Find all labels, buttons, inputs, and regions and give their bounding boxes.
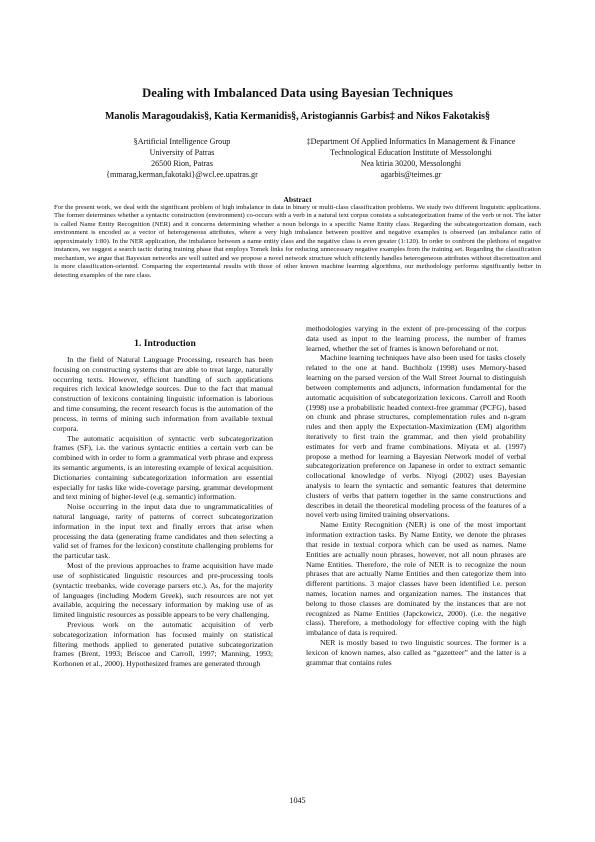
abstract-heading: Abstract (283, 195, 312, 204)
affiliation-email: agarbis@teimes.gr (380, 170, 442, 179)
affiliation-line: 26500 Rion, Patras (151, 159, 213, 168)
author-list: Manolis Maragoudakis§, Katia Kermanidis§, Aristogiannis Garbis‡ and Nikos Fakotakis§ (104, 111, 491, 122)
paragraph: Most of the previous approaches to frame acquisition have made use of sophisticated linguistic resources and pre-processing tools (syntactic treebanks, wide coverage parsers etc.). As, for the majority of languages (including Modern Greek), such resources are not yet available, acquiring the necessary information by making use of as limited linguistic resources as possible appears to be very challenging. (53, 561, 273, 620)
affiliation-line: Technological Education Institute of Messolonghi (330, 148, 492, 157)
right-column (306, 324, 526, 667)
abstract-body: For the present work, we deal with the significant problem of high imbalance in data in binary or multi-class classification problems. We study two different linguistic applications. The former determines whether a syntactic construction (environment) co-occurs with a verb in a natural text corpus consists a subcategorization frame of the verb or not. The latter is called Name Entity Recognition (NER) and it concerns determining whether a noun belongs to a specific Name Entity class. Regarding the subcategorization domain, each environment is encoded as a vector of heterogeneous attributes, where a very high imbalance between positive and negative examples is observed (an imbalance ratio of approximately 1:80). In the NER application, the imbalance between a name entity class and the negative class is even greater (1:120). In order to confront the plethora of negative instances, we suggest a search tactic during training phase that employs Tomek links for reducing unnecessary negative examples from the training set. Regarding the classification mechanism, we argue that Bayesian networks are well suited and we propose a novel network structure which efficiently handles heterogeneous attributes without discretization and is more classification-oriented. Comparing the experimental results with those of other known machine learning algorithms, our methodology performs significantly better in detecting examples of the rare class. (54, 204, 541, 279)
affiliation-line: University of Patras (149, 148, 215, 157)
affiliation-left (68, 136, 296, 180)
paragraph: methodologies varying in the extent of pre-processing of the corpus data used as input to the learning process, the number of frames learned, whether the set of frames is known beforehand or not. (306, 324, 526, 353)
paper-title: Dealing with Imbalanced Data using Bayesian Techniques (142, 86, 453, 100)
affiliation-right (290, 136, 532, 180)
paragraph: Name Entity Recognition (NER) is one of the most important information extraction tasks. By Name Entity, we denote the phrases that reside in textual corpora which can be used as names. Name Entities are actually noun phrases, however, not all noun phrases are Name Entities. Therefore, the role of NER is to recognize the noun phrases that are actually Name Entities and then categorize them into different partitions. 3 major classes have been identified i.e. person names, location names and organization names. The instances that belong to those classes are dominated by the instances that are not recognized as Name Entities (Japckowicz, 2000). (i.e. the negative class). Therefore, a methodology for effective coping with the high imbalance of data is required. (306, 520, 526, 638)
affiliation-line: Nea ktiria 30200, Messolonghi (360, 159, 462, 168)
paragraph: NER is mostly based to two linguistic sources. The former is a lexicon of known names, also called as “gazetteer” and the latter is a grammar that contains rules (306, 638, 526, 667)
affiliation-email: {mmarag,kerman,fakotaki}@wcl.ee.upatras.gr (106, 170, 258, 179)
paragraph: Previous work on the automatic acquisition of verb subcategorization information has focused mainly on statistical filtering methods applied to generated putative subcategorization frames (Brent, 1993; Briscoe and Carroll, 1997; Manning, 1993; Korhonen et al., 2000). Hypothesized frames are generated through (53, 619, 273, 669)
paragraph: Noise occurring in the input data due to ungrammaticalities of natural language, rarity of patterns of correct subcategorization information in the input text and finally errors that arise when processing the data (generating frame candidates and then selecting a valid set of frames for the lexicon) constitute challenging problems for the particular task. (53, 502, 273, 561)
page-number: 1045 (289, 796, 306, 805)
section-heading: 1. Introduction (134, 338, 196, 349)
left-column (53, 324, 273, 669)
paragraph: Machine learning techniques have also been used for tasks closely related to the one at hand. Buchholz (1998) uses Memory-based learning on the parsed version of the Wall Street Journal to distinguish between complements and adjuncts, information fundamental for the automatic acquisition of subcategorization lexicons. Carroll and Rooth (1998) use a probabilistic headed context-free grammar (PCFG), based on chunk and phrase structures, complementation rules and n-gram rules and then apply the Expectation-Maximization (EM) algorithm iteratively to first train the grammar, and then yield probability estimates for verb and frame combinations. Miyata et al. (1997) propose a method for learning a Bayesian Network model of verbal subcategorization preference on Japanese in order to extract semantic collocational knowledge of verbs. Niyogi (2002) uses Bayesian analysis to learn the syntactic and semantic features that determine clusters of verbs that pattern together in the same constructions and describes in detail the theoretical modeling process of the features of a novel verb using limited training observations. (306, 353, 526, 520)
paragraph: The automatic acquisition of syntactic verb subcategorization frames (SF), i.e. the various syntactic entities a certain verb can be combined with in order to form a grammatical verb phrase and express its semantic arguments, is an interesting example of lexical acquisition. Dictionaries containing subcategorization information are essential especially for tasks like wide-coverage parsing, grammar development and text mining of higher-level (e.g. semantic) information. (53, 433, 273, 502)
affiliation-line: ‡Department Of Applied Informatics In Management & Finance (306, 137, 516, 146)
affiliation-line: §Artificial Intelligence Group (133, 137, 231, 146)
paragraph: In the field of Natural Language Processing, research has been focusing on constructing systems that are able to treat large, naturally occurring texts. However, efficient handling of such applications requires rich lexical knowledge sources. Due to the fact that manual construction of lexicons containing linguistic information is laborious and time consuming, the recent research focus is the automation of the process, in terms of mining such information from available textual corpora. (53, 355, 273, 433)
